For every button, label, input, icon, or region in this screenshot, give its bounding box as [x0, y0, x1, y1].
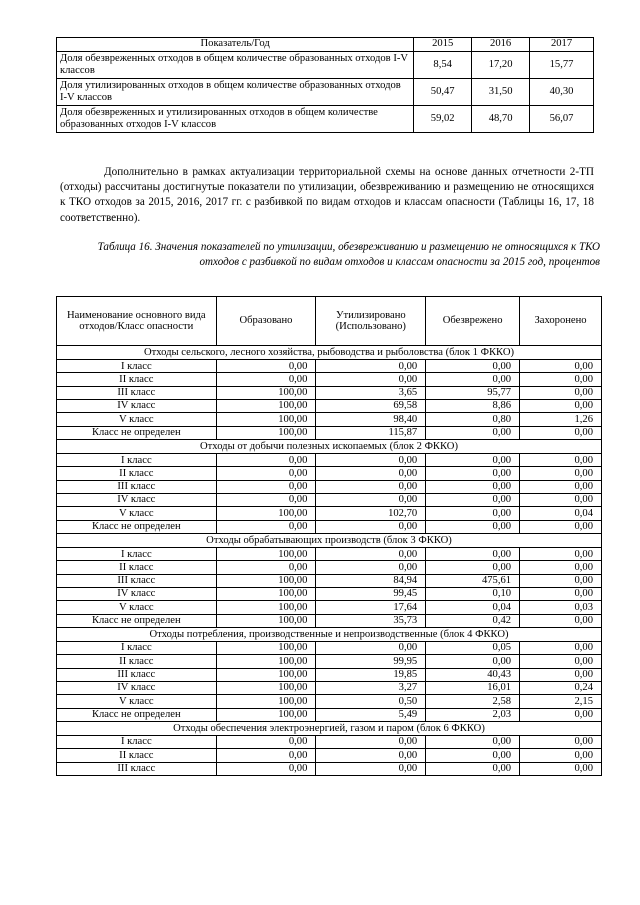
- table-row: [57, 467, 602, 480]
- utilized-value: 0,00: [316, 762, 426, 775]
- buried-value: 0,00: [520, 642, 602, 655]
- utilized-value: 5,49: [316, 708, 426, 721]
- value-2017: 56,07: [530, 106, 594, 133]
- hazard-class: II класс: [57, 373, 217, 386]
- neutralized-value: 0,00: [426, 467, 520, 480]
- table-row: [57, 601, 602, 614]
- buried-value: 0,00: [520, 708, 602, 721]
- indicators-summary-table: [56, 37, 594, 133]
- neutralized-value: 0,00: [426, 507, 520, 520]
- neutralized-value: 2,58: [426, 695, 520, 708]
- formed-value: 0,00: [216, 467, 316, 480]
- utilized-value: 0,00: [316, 548, 426, 561]
- table-row: [57, 106, 594, 133]
- buried-value: 0,00: [520, 360, 602, 373]
- formed-value: 100,00: [216, 708, 316, 721]
- utilized-value: 0,00: [316, 561, 426, 574]
- formed-value: 0,00: [216, 454, 316, 467]
- hazard-class: II класс: [57, 561, 217, 574]
- value-2015: 59,02: [414, 106, 472, 133]
- formed-value: 100,00: [216, 668, 316, 681]
- neutralized-value: 0,00: [426, 426, 520, 439]
- hazard-class: III класс: [57, 480, 217, 493]
- table-row: [57, 400, 602, 413]
- buried-value: 0,00: [520, 480, 602, 493]
- hazard-class: III класс: [57, 762, 217, 775]
- hazard-class: IV класс: [57, 494, 217, 507]
- table-row: [57, 749, 602, 762]
- header-waste-type: Наименование основного вида отходов/Класс опасности: [57, 297, 217, 346]
- buried-value: 0,00: [520, 574, 602, 587]
- section-title: Отходы потребления, производственные и непроизводственные (блок 4 ФККО): [57, 627, 602, 641]
- neutralized-value: 475,61: [426, 574, 520, 587]
- indicator-label: Доля утилизированных отходов в общем количестве образованных отходов I-V классов: [57, 79, 414, 106]
- body-paragraph: Дополнительно в рамках актуализации территориальной схемы на основе данных отчетности 2-ТП (отходы) рассчитаны достигнутые показатели по утилизации, обезвреживанию и размещению не относящихся к ТКО отходов за 2015, 2016, 2017 гг. с разбивкой по видам отходов и классам опасности (Таблицы 16, 17, 18 соответственно).: [60, 166, 594, 224]
- formed-value: 0,00: [216, 749, 316, 762]
- neutralized-value: 8,86: [426, 400, 520, 413]
- hazard-class: I класс: [57, 548, 217, 561]
- table-row: [57, 386, 602, 399]
- neutralized-value: 0,00: [426, 360, 520, 373]
- table-row: [57, 574, 602, 587]
- table-row: [57, 736, 602, 749]
- utilized-value: 0,50: [316, 695, 426, 708]
- buried-value: 0,00: [520, 736, 602, 749]
- formed-value: 0,00: [216, 520, 316, 533]
- formed-value: 0,00: [216, 373, 316, 386]
- hazard-class: IV класс: [57, 400, 217, 413]
- buried-value: 0,00: [520, 614, 602, 627]
- table-row: [57, 494, 602, 507]
- header-2016: 2016: [472, 38, 530, 52]
- utilized-value: 0,00: [316, 736, 426, 749]
- buried-value: 0,00: [520, 400, 602, 413]
- formed-value: 100,00: [216, 588, 316, 601]
- neutralized-value: 0,00: [426, 494, 520, 507]
- buried-value: 0,24: [520, 681, 602, 694]
- hazard-class: Класс не определен: [57, 426, 217, 439]
- table-row: [57, 655, 602, 668]
- table-row: [57, 426, 602, 439]
- hazard-class: Класс не определен: [57, 614, 217, 627]
- utilized-value: 0,00: [316, 454, 426, 467]
- utilized-value: 69,58: [316, 400, 426, 413]
- neutralized-value: 0,00: [426, 520, 520, 533]
- utilized-value: 99,45: [316, 588, 426, 601]
- header-formed: Образовано: [216, 297, 316, 346]
- buried-value: 0,00: [520, 520, 602, 533]
- value-2016: 17,20: [472, 52, 530, 79]
- formed-value: 100,00: [216, 695, 316, 708]
- formed-value: 100,00: [216, 413, 316, 426]
- table-row: [57, 373, 602, 386]
- table-header-row: [57, 297, 602, 346]
- buried-value: 1,26: [520, 413, 602, 426]
- neutralized-value: 0,80: [426, 413, 520, 426]
- buried-value: 0,00: [520, 762, 602, 775]
- neutralized-value: 40,43: [426, 668, 520, 681]
- neutralized-value: 0,00: [426, 561, 520, 574]
- utilized-value: 0,00: [316, 360, 426, 373]
- hazard-class: V класс: [57, 507, 217, 520]
- buried-value: 0,00: [520, 373, 602, 386]
- utilized-value: 35,73: [316, 614, 426, 627]
- section-row: [57, 533, 602, 547]
- neutralized-value: 0,00: [426, 762, 520, 775]
- neutralized-value: 0,00: [426, 454, 520, 467]
- utilized-value: 0,00: [316, 373, 426, 386]
- hazard-class: I класс: [57, 454, 217, 467]
- neutralized-value: 16,01: [426, 681, 520, 694]
- table-row: [57, 668, 602, 681]
- table-row: [57, 79, 594, 106]
- section-row: [57, 346, 602, 360]
- table-row: [57, 454, 602, 467]
- neutralized-value: 0,00: [426, 749, 520, 762]
- value-2016: 48,70: [472, 106, 530, 133]
- neutralized-value: 0,05: [426, 642, 520, 655]
- indicator-label: Доля обезвреженных и утилизированных отходов в общем количестве образованных отходов I-V классов: [57, 106, 414, 133]
- value-2017: 15,77: [530, 52, 594, 79]
- section-title: Отходы обрабатывающих производств (блок 3 ФККО): [57, 533, 602, 547]
- hazard-class: II класс: [57, 655, 217, 668]
- utilized-value: 17,64: [316, 601, 426, 614]
- formed-value: 0,00: [216, 494, 316, 507]
- buried-value: 0,00: [520, 548, 602, 561]
- buried-value: 0,04: [520, 507, 602, 520]
- utilized-value: 0,00: [316, 494, 426, 507]
- header-indicator: Показатель/Год: [57, 38, 414, 52]
- hazard-class: II класс: [57, 749, 217, 762]
- utilized-value: 0,00: [316, 520, 426, 533]
- table-row: [57, 588, 602, 601]
- formed-value: 100,00: [216, 655, 316, 668]
- formed-value: 100,00: [216, 614, 316, 627]
- table-row: [57, 762, 602, 775]
- neutralized-value: 95,77: [426, 386, 520, 399]
- formed-value: 0,00: [216, 762, 316, 775]
- indicator-label: Доля обезвреженных отходов в общем количестве образованных отходов I-V классов: [57, 52, 414, 79]
- formed-value: 100,00: [216, 681, 316, 694]
- hazard-class: Класс не определен: [57, 520, 217, 533]
- buried-value: 0,00: [520, 668, 602, 681]
- neutralized-value: 0,10: [426, 588, 520, 601]
- formed-value: 0,00: [216, 736, 316, 749]
- utilized-value: 0,00: [316, 467, 426, 480]
- table-row: [57, 52, 594, 79]
- formed-value: 0,00: [216, 561, 316, 574]
- buried-value: 0,00: [520, 454, 602, 467]
- buried-value: 0,00: [520, 749, 602, 762]
- section-title: Отходы сельского, лесного хозяйства, рыбоводства и рыболовства (блок 1 ФККО): [57, 346, 602, 360]
- section-title: Отходы обеспечения электроэнергией, газом и паром (блок 6 ФККО): [57, 721, 602, 735]
- hazard-class: Класс не определен: [57, 708, 217, 721]
- value-2015: 8,54: [414, 52, 472, 79]
- value-2016: 31,50: [472, 79, 530, 106]
- buried-value: 0,00: [520, 494, 602, 507]
- hazard-class: I класс: [57, 360, 217, 373]
- table-row: [57, 642, 602, 655]
- header-2015: 2015: [414, 38, 472, 52]
- formed-value: 100,00: [216, 548, 316, 561]
- buried-value: 0,03: [520, 601, 602, 614]
- hazard-class: IV класс: [57, 681, 217, 694]
- formed-value: 0,00: [216, 480, 316, 493]
- value-2017: 40,30: [530, 79, 594, 106]
- hazard-class: IV класс: [57, 588, 217, 601]
- utilized-value: 99,95: [316, 655, 426, 668]
- utilized-value: 98,40: [316, 413, 426, 426]
- table-row: [57, 548, 602, 561]
- buried-value: 0,00: [520, 426, 602, 439]
- utilized-value: 0,00: [316, 749, 426, 762]
- neutralized-value: 0,00: [426, 373, 520, 386]
- hazard-class: V класс: [57, 413, 217, 426]
- table-row: [57, 695, 602, 708]
- table-row: [57, 681, 602, 694]
- header-buried: Захоронено: [520, 297, 602, 346]
- buried-value: 0,00: [520, 655, 602, 668]
- buried-value: 0,00: [520, 467, 602, 480]
- table-row: [57, 413, 602, 426]
- buried-value: 0,00: [520, 561, 602, 574]
- formed-value: 100,00: [216, 507, 316, 520]
- table-row: [57, 507, 602, 520]
- utilized-value: 19,85: [316, 668, 426, 681]
- utilized-value: 115,87: [316, 426, 426, 439]
- neutralized-value: 0,04: [426, 601, 520, 614]
- utilized-value: 3,27: [316, 681, 426, 694]
- hazard-class: III класс: [57, 574, 217, 587]
- formed-value: 100,00: [216, 601, 316, 614]
- formed-value: 100,00: [216, 642, 316, 655]
- buried-value: 0,00: [520, 386, 602, 399]
- section-row: [57, 627, 602, 641]
- utilized-value: 0,00: [316, 480, 426, 493]
- formed-value: 0,00: [216, 360, 316, 373]
- table-row: [57, 614, 602, 627]
- table-row: [57, 520, 602, 533]
- neutralized-value: 0,00: [426, 736, 520, 749]
- neutralized-value: 0,00: [426, 655, 520, 668]
- formed-value: 100,00: [216, 400, 316, 413]
- formed-value: 100,00: [216, 386, 316, 399]
- neutralized-value: 0,42: [426, 614, 520, 627]
- header-2017: 2017: [530, 38, 594, 52]
- hazard-class: III класс: [57, 386, 217, 399]
- value-2015: 50,47: [414, 79, 472, 106]
- table-header-row: [57, 38, 594, 52]
- hazard-class: I класс: [57, 642, 217, 655]
- hazard-class: V класс: [57, 695, 217, 708]
- header-neutralized: Обезврежено: [426, 297, 520, 346]
- header-utilized: Утилизировано (Использовано): [316, 297, 426, 346]
- hazard-class: II класс: [57, 467, 217, 480]
- neutralized-value: 0,00: [426, 548, 520, 561]
- buried-value: 0,00: [520, 588, 602, 601]
- section-row: [57, 439, 602, 453]
- formed-value: 100,00: [216, 574, 316, 587]
- hazard-class: III класс: [57, 668, 217, 681]
- utilized-value: 102,70: [316, 507, 426, 520]
- hazard-class: I класс: [57, 736, 217, 749]
- table-caption: Таблица 16. Значения показателей по утилизации, обезвреживанию и размещению не относящихся к ТКО отходов с разбивкой по видам отходов и классам опасности за 2015 год, процентов: [97, 241, 600, 269]
- neutralized-value: 2,03: [426, 708, 520, 721]
- hazard-class: V класс: [57, 601, 217, 614]
- section-row: [57, 721, 602, 735]
- buried-value: 2,15: [520, 695, 602, 708]
- utilized-value: 0,00: [316, 642, 426, 655]
- waste-indicators-table: [56, 296, 602, 776]
- section-title: Отходы от добычи полезных ископаемых (блок 2 ФККО): [57, 439, 602, 453]
- table-row: [57, 561, 602, 574]
- neutralized-value: 0,00: [426, 480, 520, 493]
- formed-value: 100,00: [216, 426, 316, 439]
- table-row: [57, 480, 602, 493]
- utilized-value: 3,65: [316, 386, 426, 399]
- table-row: [57, 360, 602, 373]
- table-row: [57, 708, 602, 721]
- utilized-value: 84,94: [316, 574, 426, 587]
